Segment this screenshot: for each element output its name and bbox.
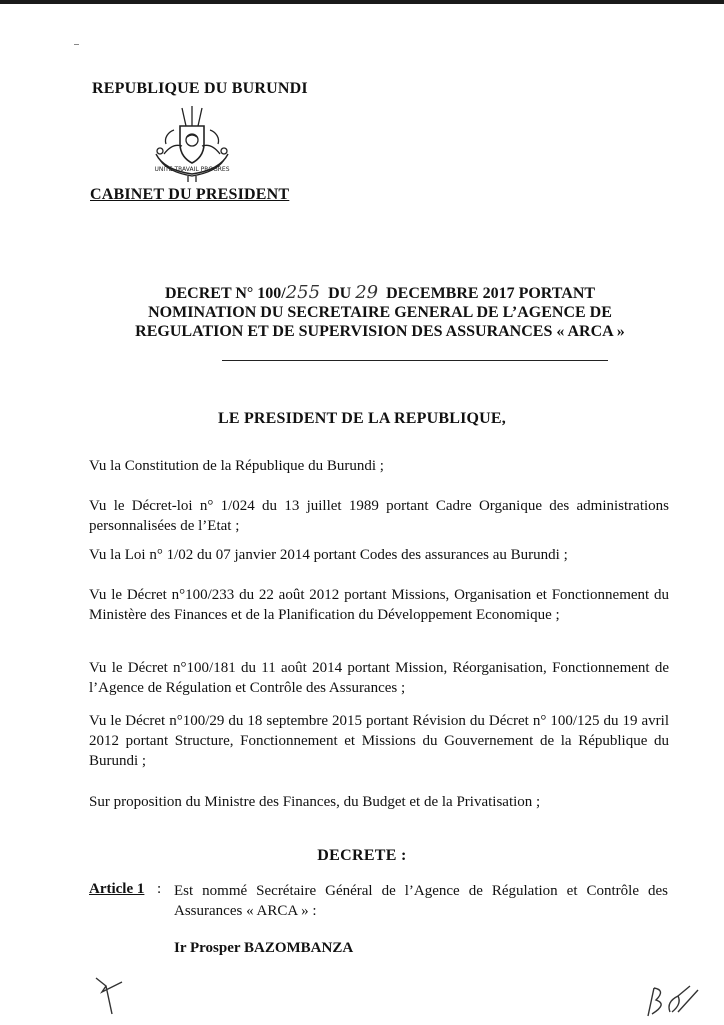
article-1-text: Est nommé Secrétaire Général de l’Agence de Régulation et Contrôle des Assurances « ARCA » :: [174, 883, 668, 919]
decree-title: [60, 283, 700, 341]
consideration-decree-law: Vu le Décret-loi n° 1/024 du 13 juillet 1989 portant Cadre Organique des administrations personnalisées de l’Etat ;: [89, 498, 669, 534]
president-heading: LE PRESIDENT DE LA REPUBLIQUE,: [218, 410, 506, 427]
consideration-agency-decree: Vu le Décret n°100/181 du 11 août 2014 portant Mission, Réorganisation, Fonctionnement de l’Agence de Régulation et Contrôle des Assurances ;: [89, 660, 669, 696]
decree-number-handwritten: 255: [285, 282, 321, 303]
decree-day-handwritten: 29: [355, 282, 379, 303]
article-1-label: Article 1: [89, 881, 145, 897]
decree-title-line-1: [60, 283, 700, 303]
decree-title-line-2: NOMINATION DU SECRETAIRE GENERAL DE L’AGENCE DE: [148, 304, 612, 321]
proposal-clause: Sur proposition du Ministre des Finances, du Budget et de la Privatisation ;: [89, 794, 541, 810]
article-1-colon: :: [157, 881, 162, 897]
consideration-insurance-law: Vu la Loi n° 1/02 du 07 janvier 2014 portant Codes des assurances au Burundi ;: [89, 547, 568, 563]
consideration-finance-ministry-decree: Vu le Décret n°100/233 du 22 août 2012 portant Missions, Organisation et Fonctionnement du Ministère des Finances et de la Planification du Développement Economique ;: [89, 587, 669, 623]
decree-title-line-3: REGULATION ET DE SUPERVISION DES ASSURANCES « ARCA »: [135, 323, 625, 340]
decrete-heading: DECRETE :: [317, 847, 407, 864]
decree-number-prefix: DECRET N° 100/: [164, 285, 286, 302]
coat-of-arms-emblem-icon: [142, 104, 242, 186]
title-separator: [222, 360, 608, 361]
handwritten-initial-left-icon: [92, 968, 132, 1018]
consideration-constitution: Vu la Constitution de la République du Burundi ;: [89, 458, 384, 474]
scan-mark: [74, 44, 79, 45]
appointee-name: Ir Prosper BAZOMBANZA: [174, 940, 354, 956]
consideration-government-decree: Vu le Décret n°100/29 du 18 septembre 2015 portant Révision du Décret n° 100/125 du 19 avril 2012 portant Structure, Fonctionnement et Missions du Gouvernement de la République du Burundi ;: [89, 713, 669, 769]
country-name: REPUBLIQUE DU BURUNDI: [92, 80, 308, 97]
decree-du: DU: [328, 285, 352, 302]
office-name: CABINET DU PRESIDENT: [90, 186, 290, 203]
handwritten-initial-right-icon: [642, 982, 704, 1020]
emblem-motto: UNITE TRAVAIL PROGRES: [154, 166, 230, 173]
decree-date-rest: DECEMBRE 2017 PORTANT: [386, 285, 596, 302]
page-top-border: [0, 0, 724, 4]
